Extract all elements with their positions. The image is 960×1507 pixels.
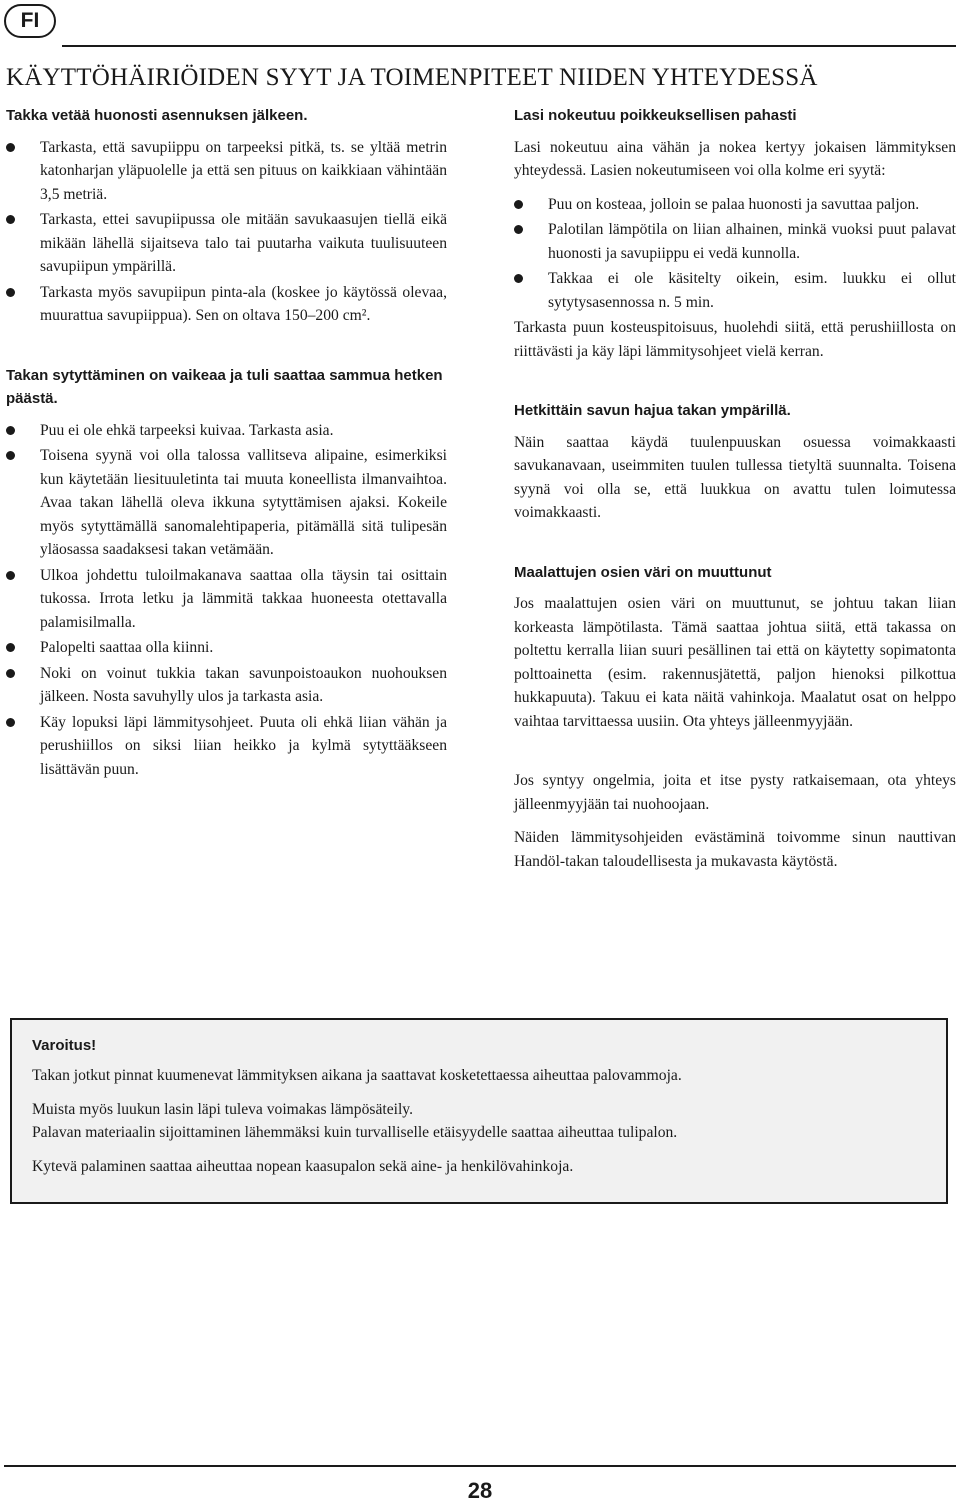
- section-heading-ignition-trouble: Takan sytyttäminen on vaikeaa ja tuli saattaa sammua hetken päästä.: [6, 366, 443, 407]
- warning-title: Varoitus!: [32, 1037, 97, 1054]
- warning-box: [10, 1018, 948, 1204]
- section-heading-paint-colour: Maalattujen osien väri on muuttunut: [514, 563, 772, 581]
- bullet-icon: [6, 288, 15, 297]
- bullet-icon: [6, 718, 15, 727]
- header-divider: [62, 45, 956, 47]
- section-heading-sooty-glass: Lasi nokeutuu poikkeuksellisen pahasti: [514, 107, 797, 124]
- list-item: Tarkasta, ettei savupiipussa ole mitään savukaasujen tiellä eikä mikään lähellä sijaitseva talo tai puutarha vaikuta tuulisuuteen savupiipun ympärillä.: [6, 208, 447, 279]
- sooty-glass-intro: Lasi nokeutuu aina vähän ja nokea kertyy jokaisen lämmityksen yhteydessä. Lasien nokeutumiseen voi olla kolme eri syytä:: [514, 138, 956, 179]
- list-item: Ulkoa johdettu tuloilmakanava saattaa olla täysin tai osittain tukossa. Irrota letku ja lämmitä takkaa huoneesta otettavalla palamisilmalla.: [6, 564, 447, 635]
- language-badge: FI: [4, 4, 56, 38]
- section-heading-poor-draught: Takka vetää huonosti asennuksen jälkeen.: [6, 107, 308, 124]
- list-item: Puu ei ole ehkä tarpeeksi kuivaa. Tarkasta asia.: [6, 419, 447, 443]
- bullet-icon: [6, 426, 15, 435]
- warning-line: Palavan materiaalin sijoittaminen lähemmäksi kuin turvalliselle etäisyydelle saattaa aiheuttaa tulipalon.: [32, 1124, 678, 1141]
- poor-draught-list: [6, 136, 447, 328]
- paint-colour-text: Jos maalattujen osien väri on muuttunut, se johtuu takan liian korkeasta lämpötilasta. Tämä saattaa johtua siitä, että takassa on poltettu kerralla liian suuri pesällinen tai että on käytetty sopimatonta polttoainetta (esim. rakennusjätettä, paljon hienoksi pilkottua hukkapuuta). Takuu ei kata näitä vahinkoja. Maalatut osat on helppo vaihtaa tarvittaessa uusiin. Ota yhteys jälleenmyyjään.: [514, 595, 956, 730]
- bullet-icon: [6, 215, 15, 224]
- bullet-icon: [6, 571, 15, 580]
- warning-line: Muista myös luukun lasin läpi tuleva voimakas lämpösäteily.: [32, 1100, 413, 1118]
- bullet-icon: [6, 143, 15, 152]
- page-number: 28: [467, 1478, 493, 1503]
- bullet-icon: [6, 669, 15, 678]
- sooty-glass-outro: Tarkasta puun kosteuspitoisuus, huolehdi siitä, että perushiillosta on riittävästi ja käy läpi lämmitysohjeet vielä kerran.: [514, 319, 956, 360]
- list-item: Tarkasta, että savupiippu on tarpeeksi pitkä, ts. se yltää metrin katonharjan yläpuolelle ja että sen pituus on kaikkiaan vähintään 3,5 metriä.: [6, 136, 447, 207]
- bullet-icon: [514, 274, 523, 283]
- left-column: [6, 104, 447, 783]
- list-item: Palopelti saattaa olla kiinni.: [6, 636, 447, 660]
- list-item: Takkaa ei ole käsitelty oikein, esim. luukku ei ollut sytytysasennossa n. 5 min.: [514, 267, 956, 314]
- section-heading-smoke-smell: Hetkittäin savun hajua takan ympärillä.: [514, 402, 791, 419]
- page-title: KÄYTTÖHÄIRIÖIDEN SYYT JA TOIMENPITEET NIIDEN YHTEYDESSÄ: [6, 64, 818, 91]
- list-item: Palotilan lämpötila on liian alhainen, minkä vuoksi puut palavat huonosti ja savupiippu ei vedä kunnolla.: [514, 218, 956, 265]
- footer-divider: [4, 1465, 956, 1467]
- warning-line: Kytevä palaminen saattaa aiheuttaa nopean kaasupalon sekä aine- ja henkilövahinkoja.: [32, 1157, 574, 1175]
- closing-contact-text: Jos syntyy ongelmia, joita et itse pysty ratkaisemaan, ota yhteys jälleenmyyjään tai nuohoojaan.: [514, 772, 956, 813]
- warning-line: Takan jotkut pinnat kuumenevat lämmityksen aikana ja saattavat kosketettaessa aiheuttaa palovammoja.: [32, 1067, 682, 1084]
- bullet-icon: [6, 643, 15, 652]
- list-item: Tarkasta myös savupiipun pinta-ala (koskee jo käytössä olevaa, muurattua savupiippua). Sen on oltava 150–200 cm².: [6, 281, 447, 328]
- smoke-smell-text: Näin saattaa käydä tuulenpuuskan osuessa voimakkaasti savukanavaan, useimmiten tuulen tullessa tietyltä suunnalta. Toisena syynä voi olla se, että luukkua on avattu tulen loimutessa voimakkaasti.: [514, 433, 956, 521]
- bullet-icon: [514, 225, 523, 234]
- sooty-glass-list: [514, 193, 956, 315]
- list-item: Puu on kosteaa, jolloin se palaa huonosti ja savuttaa paljon.: [514, 193, 956, 217]
- ignition-trouble-list: [6, 419, 447, 782]
- list-item: Toisena syynä voi olla talossa vallitseva alipaine, esimerkiksi kun käytetään liesituuletinta tai muuta koneellista ilmanvaihtoa. Avaa takan lähellä oleva ikkuna sytyttämisen ajaksi. Kokeile myös sytyttämällä sanomalehtipaperia, pitämällä sitä tulipesän yläosassa saadaksesi takan vetämään.: [6, 444, 447, 562]
- right-column: [514, 104, 956, 875]
- bullet-icon: [514, 200, 523, 209]
- list-item: Noki on voinut tukkia takan savunpoistoaukon nuohouksen jälkeen. Nosta savuhylly ulos ja tarkasta asia.: [6, 662, 447, 709]
- list-item: Käy lopuksi läpi lämmitysohjeet. Puuta oli ehkä liian vähän ja perushiillos on siksi liian heikko ja kylmä sytyttääkseen lisättävän puun.: [6, 711, 447, 782]
- closing-wish-text: Näiden lämmitysohjeiden evästäminä toivomme sinun nauttivan Handöl-takan taloudellisesta ja mukavasta käytöstä.: [514, 829, 956, 870]
- bullet-icon: [6, 451, 15, 460]
